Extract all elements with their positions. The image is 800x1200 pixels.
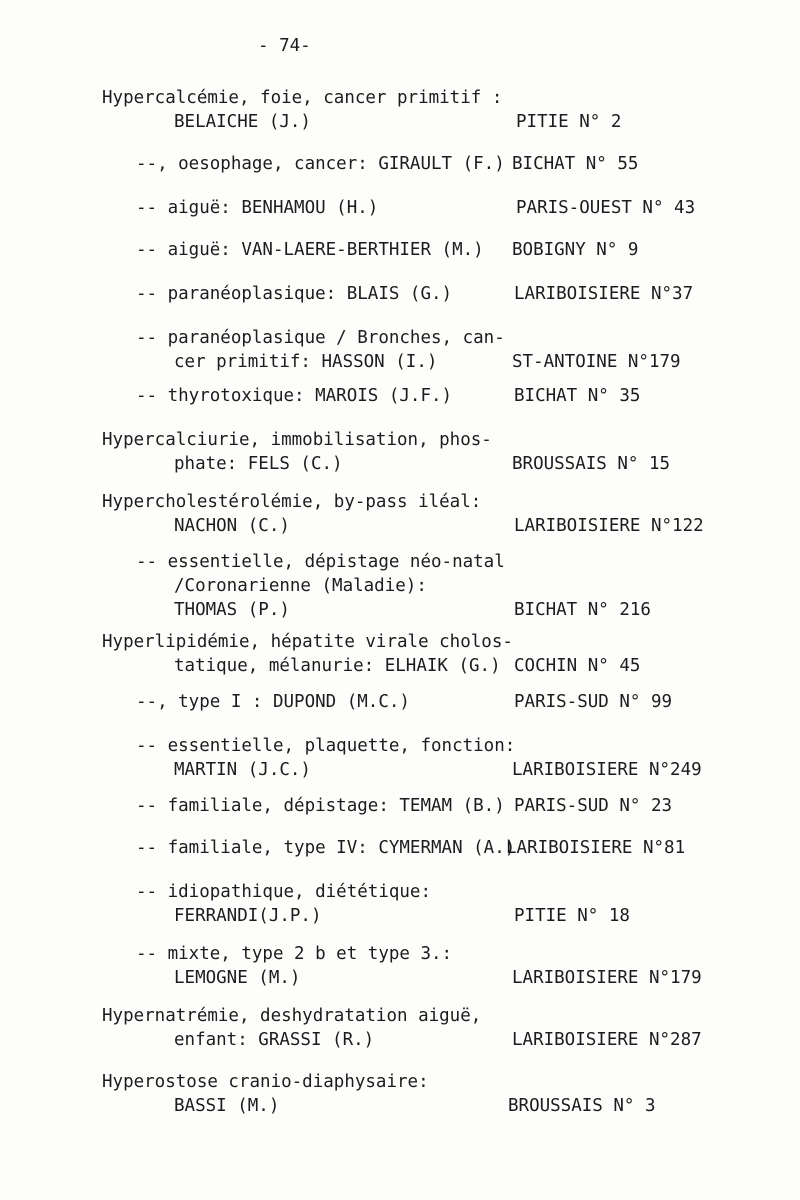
entry-line bbox=[0, 86, 800, 110]
entry-line bbox=[0, 880, 800, 904]
entry-reference: PARIS-OUEST N° 43 bbox=[516, 198, 696, 218]
entry-text: enfant: GRASSI (R.) bbox=[174, 1030, 375, 1050]
index-entry bbox=[0, 794, 800, 818]
entry-text: Hypercholestérolémie, by-pass iléal: bbox=[102, 492, 482, 512]
entry-text: -- paranéoplasique: BLAIS (G.) bbox=[136, 284, 453, 304]
index-entry bbox=[0, 1070, 800, 1118]
entry-reference: BICHAT N° 216 bbox=[514, 600, 651, 620]
entry-reference: LARIBOISIERE N°287 bbox=[512, 1030, 702, 1050]
entry-text: -- aiguë: BENHAMOU (H.) bbox=[136, 198, 379, 218]
entry-reference: BICHAT N° 35 bbox=[514, 386, 641, 406]
entry-line bbox=[0, 1094, 800, 1118]
entry-line bbox=[0, 514, 800, 538]
index-entry bbox=[0, 690, 800, 714]
entry-line bbox=[0, 690, 800, 714]
entry-line bbox=[0, 152, 800, 176]
entry-text: -- familiale, dépistage: TEMAM (B.) bbox=[136, 796, 505, 816]
entry-text: -- essentielle, dépistage néo-natal bbox=[136, 552, 505, 572]
entry-line bbox=[0, 654, 800, 678]
entry-line bbox=[0, 966, 800, 990]
entry-text: THOMAS (P.) bbox=[174, 600, 290, 620]
index-entry bbox=[0, 490, 800, 538]
entry-reference: BROUSSAIS N° 3 bbox=[508, 1096, 656, 1116]
entry-reference: PARIS-SUD N° 23 bbox=[514, 796, 673, 816]
entry-reference: ST-ANTOINE N°179 bbox=[512, 352, 681, 372]
index-entry bbox=[0, 630, 800, 678]
entry-reference: LARIBOISIERE N°179 bbox=[512, 968, 702, 988]
entry-text: -- familiale, type IV: CYMERMAN (A.) bbox=[136, 838, 516, 858]
index-entry bbox=[0, 196, 800, 220]
entry-line bbox=[0, 598, 800, 622]
entry-reference: PITIE N° 2 bbox=[516, 112, 622, 132]
entry-text: BELAICHE (J.) bbox=[174, 112, 311, 132]
entry-reference: BROUSSAIS N° 15 bbox=[512, 454, 671, 474]
entry-text: -- essentielle, plaquette, fonction: bbox=[136, 736, 516, 756]
index-entry bbox=[0, 152, 800, 176]
entry-text: NACHON (C.) bbox=[174, 516, 290, 536]
entry-line bbox=[0, 110, 800, 134]
entry-reference: LARIBOISIERE N°37 bbox=[514, 284, 694, 304]
index-entry bbox=[0, 1004, 800, 1052]
entry-line bbox=[0, 350, 800, 374]
entry-text: cer primitif: HASSON (I.) bbox=[174, 352, 438, 372]
entry-text: Hypercalciurie, immobilisation, phos- bbox=[102, 430, 492, 450]
entry-line bbox=[0, 238, 800, 262]
entry-text: tatique, mélanurie: ELHAIK (G.) bbox=[174, 656, 501, 676]
index-entry bbox=[0, 282, 800, 306]
entry-line bbox=[0, 384, 800, 408]
entry-line bbox=[0, 1070, 800, 1094]
entry-line bbox=[0, 196, 800, 220]
entry-reference: LARIBOISIERE N°81 bbox=[506, 838, 686, 858]
index-entry bbox=[0, 942, 800, 990]
page-number: - 74- bbox=[258, 36, 311, 56]
entry-text: LEMOGNE (M.) bbox=[174, 968, 301, 988]
entry-reference: LARIBOISIERE N°122 bbox=[514, 516, 704, 536]
entry-text: /Coronarienne (Maladie): bbox=[174, 576, 427, 596]
entry-line bbox=[0, 326, 800, 350]
entry-reference: PARIS-SUD N° 99 bbox=[514, 692, 673, 712]
entry-text: MARTIN (J.C.) bbox=[174, 760, 311, 780]
entry-line bbox=[0, 490, 800, 514]
entry-text: BASSI (M.) bbox=[174, 1096, 280, 1116]
entry-line bbox=[0, 282, 800, 306]
index-entry bbox=[0, 86, 800, 134]
entry-reference: COCHIN N° 45 bbox=[514, 656, 641, 676]
entry-line bbox=[0, 1028, 800, 1052]
index-entry bbox=[0, 550, 800, 622]
index-entry bbox=[0, 880, 800, 928]
entry-reference: PITIE N° 18 bbox=[514, 906, 630, 926]
entry-line bbox=[0, 794, 800, 818]
entry-line bbox=[0, 758, 800, 782]
entry-reference: BOBIGNY N° 9 bbox=[512, 240, 639, 260]
index-entry bbox=[0, 384, 800, 408]
entry-line bbox=[0, 1004, 800, 1028]
index-entry bbox=[0, 326, 800, 374]
entry-text: -- idiopathique, diététique: bbox=[136, 882, 432, 902]
entry-line bbox=[0, 428, 800, 452]
entry-reference: BICHAT N° 55 bbox=[512, 154, 639, 174]
entry-text: Hyperlipidémie, hépatite virale cholos- bbox=[102, 632, 513, 652]
entry-text: --, oesophage, cancer: GIRAULT (F.) bbox=[136, 154, 505, 174]
index-entry bbox=[0, 238, 800, 262]
entry-line bbox=[0, 904, 800, 928]
entry-reference: LARIBOISIERE N°249 bbox=[512, 760, 702, 780]
entry-line bbox=[0, 942, 800, 966]
entry-line bbox=[0, 550, 800, 574]
entry-text: phate: FELS (C.) bbox=[174, 454, 343, 474]
entry-line bbox=[0, 452, 800, 476]
entry-line bbox=[0, 574, 800, 598]
entry-text: -- mixte, type 2 b et type 3.: bbox=[136, 944, 453, 964]
index-entry bbox=[0, 734, 800, 782]
entry-text: -- thyrotoxique: MAROIS (J.F.) bbox=[136, 386, 453, 406]
entry-text: Hypernatrémie, deshydratation aiguë, bbox=[102, 1006, 482, 1026]
entry-line bbox=[0, 630, 800, 654]
entry-text: FERRANDI(J.P.) bbox=[174, 906, 322, 926]
index-entry bbox=[0, 428, 800, 476]
entry-text: --, type I : DUPOND (M.C.) bbox=[136, 692, 410, 712]
entry-text: -- aiguë: VAN-LAERE-BERTHIER (M.) bbox=[136, 240, 484, 260]
entry-line bbox=[0, 836, 800, 860]
index-entry bbox=[0, 836, 800, 860]
entry-text: Hyperostose cranio-diaphysaire: bbox=[102, 1072, 429, 1092]
entry-line bbox=[0, 734, 800, 758]
entry-text: Hypercalcémie, foie, cancer primitif : bbox=[102, 88, 503, 108]
entry-text: -- paranéoplasique / Bronches, can- bbox=[136, 328, 505, 348]
